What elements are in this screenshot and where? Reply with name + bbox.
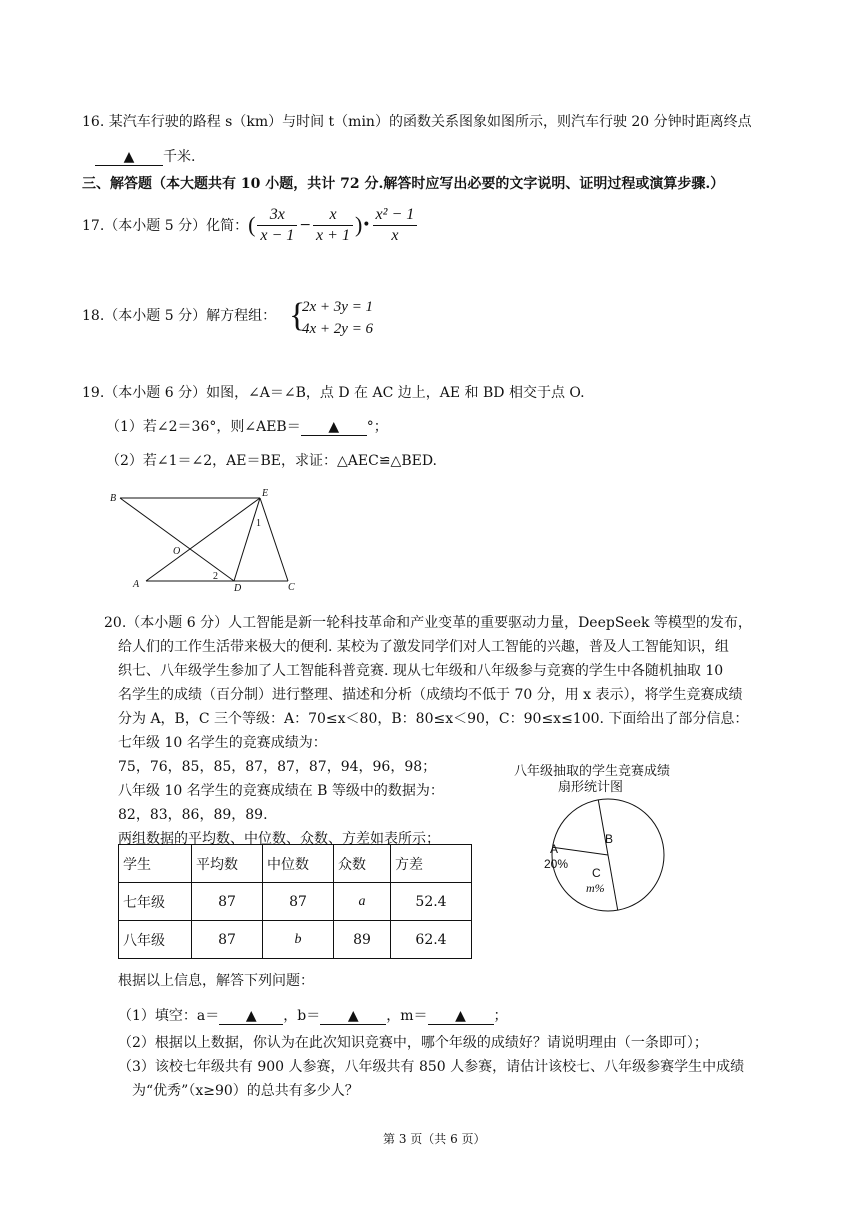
- table-cell: b: [263, 921, 334, 959]
- blank-a[interactable]: ▲: [219, 1009, 283, 1025]
- pie-value-A: 20%: [544, 857, 569, 871]
- q16-blank[interactable]: ▲: [95, 150, 163, 166]
- q17-fraction-1: [257, 206, 297, 245]
- minus-sign: −: [299, 217, 312, 233]
- section-heading: 三、解答题（本大题共有 10 小题，共计 72 分.解答时应写出必要的文字说明、证明过程或演算步骤.）: [82, 176, 725, 192]
- q18-eq2: 4x + 2y = 6: [302, 321, 374, 337]
- q17-fraction-3: [373, 206, 418, 245]
- pie-title-line2: 扇形统计图: [558, 780, 624, 795]
- sub1-end: ；: [493, 1008, 508, 1024]
- stats-table: [118, 844, 472, 959]
- q19-stem: 19.（本小题 6 分）如图，∠A＝∠B，点 D 在 AC 边上，AE 和 BD 相交于点 O.: [82, 385, 585, 401]
- table-header-cell: 方差: [391, 845, 472, 883]
- table-cell: 八年级: [119, 921, 192, 959]
- q18-prefix: 18.（本小题 5 分）解方程组：: [82, 308, 277, 324]
- table-row: [119, 921, 472, 959]
- q19-p1-suffix: °；: [366, 419, 388, 435]
- q17-fraction-2: [313, 206, 353, 245]
- table-cell: 52.4: [391, 883, 472, 921]
- q19-triangle-figure: [100, 484, 320, 596]
- grade8-title: 八年级 10 名学生的竞赛成绩在 B 等级中的数据为：: [118, 783, 444, 799]
- table-header-cell: 中位数: [263, 845, 334, 883]
- q16-answer-line: [95, 146, 195, 166]
- q19-p1-text: （1）若∠2＝36°，则∠AEB＝: [106, 419, 301, 435]
- q17: [82, 204, 419, 246]
- label-E: E: [262, 488, 269, 499]
- table-header-cell: 平均数: [192, 845, 263, 883]
- table-cell: 87: [192, 921, 263, 959]
- table-cell: 87: [192, 883, 263, 921]
- q20-line-3: 织七、八年级学生参加了人工智能科普竞赛. 现从七年级和八年级参与竞赛的学生中各随机抽取 10: [118, 663, 724, 679]
- frac1-den: x − 1: [260, 226, 295, 244]
- label-angle-2: 2: [213, 571, 218, 582]
- pie-label-A: A: [550, 842, 559, 856]
- table-cell: 62.4: [391, 921, 472, 959]
- q18-brace: {: [289, 297, 306, 334]
- q19-part2: （2）若∠1＝∠2，AE＝BE，求证：△AEC≌△BED.: [106, 453, 438, 469]
- dot-sign: •: [362, 217, 371, 233]
- grade8-scores: 82，83，86，89，89.: [118, 807, 268, 823]
- q18-eq1: 2x + 3y = 1: [302, 299, 374, 315]
- frac3-num: x² − 1: [373, 206, 418, 226]
- table-header-cell: 学生: [119, 845, 192, 883]
- blank-m[interactable]: ▲: [428, 1009, 494, 1025]
- q20-sub2: （2）根据以上数据，你认为在此次知识竞赛中，哪个年级的成绩好？请说明理由（一条即可）；: [118, 1035, 708, 1051]
- frac2-num: x: [313, 206, 353, 226]
- q20-line-4: 名学生的成绩（百分制）进行整理、描述和分析（成绩均不低于 70 分，用 x 表示），将学生竞赛成绩: [118, 687, 743, 703]
- q20-sub3-line2: 为“优秀”（x≥90）的总共有多少人？: [132, 1083, 359, 1099]
- pie-label-C: C: [592, 866, 601, 880]
- table-intro: 两组数据的平均数、中位数、众数、方差如表所示；: [118, 831, 440, 847]
- table-header-row: [119, 845, 472, 883]
- label-A: A: [133, 579, 140, 590]
- q16-unit: 千米.: [163, 149, 196, 165]
- page-footer: 第 3 页（共 6 页）: [383, 1132, 486, 1146]
- label-B: B: [110, 493, 117, 504]
- table-cell: 七年级: [119, 883, 192, 921]
- grade7-scores: 75，76，85，85，87，87，87，94，96，98；: [118, 759, 437, 775]
- frac2-den: x + 1: [316, 226, 350, 244]
- pie-boundary-B: [598, 800, 608, 855]
- grade7-title: 七年级 10 名学生的竞赛成绩为：: [118, 735, 327, 751]
- sub1-prefix: （1）填空：a＝: [118, 1008, 220, 1024]
- q20-line-2: 给人们的工作生活带来极大的便利. 某校为了激发同学们对人工智能的兴趣，普及人工智能知识，组: [118, 639, 729, 655]
- q16-text: 16. 某汽车行驶的路程 s（km）与时间 t（min）的函数关系图象如图所示，则汽车行驶 20 分钟时距离终点: [82, 114, 752, 130]
- label-O: O: [173, 546, 181, 557]
- table-row: [119, 883, 472, 921]
- segment-ED: [234, 498, 260, 581]
- blank-b[interactable]: ▲: [320, 1009, 386, 1025]
- table-cell: 87: [263, 883, 334, 921]
- pie-chart: [530, 795, 686, 915]
- table-header-cell: 众数: [334, 845, 391, 883]
- sub1-b-label: ，b＝: [283, 1008, 321, 1024]
- q19-part1: [106, 416, 388, 436]
- q20-sub1: [118, 1005, 508, 1025]
- after-table-text: 根据以上信息，解答下列问题：: [118, 973, 314, 989]
- label-C: C: [288, 582, 295, 593]
- q19-blank[interactable]: ▲: [301, 420, 367, 436]
- q20-sub3-line1: （3）该校七年级共有 900 人参赛，八年级共有 850 人参赛，请估计该校七、八年级参赛学生中成绩: [118, 1059, 745, 1075]
- q20-line-5: 分为 A，B，C 三个等级：A：70≤x＜80，B：80≤x＜90，C：90≤x≤100. 下面给出了部分信息：: [118, 711, 749, 727]
- frac3-den: x: [391, 226, 399, 244]
- pie-value-C: m%: [586, 881, 605, 895]
- label-D: D: [234, 583, 242, 594]
- segment-BD: [120, 498, 234, 581]
- pie-title-line1: 八年级抽取的学生竞赛成绩: [514, 764, 671, 779]
- label-angle-1: 1: [256, 518, 261, 529]
- sub1-m-label: ，m＝: [386, 1008, 428, 1024]
- segment-AE: [146, 498, 260, 581]
- segment-EC: [260, 498, 288, 581]
- open-paren: (: [248, 212, 256, 237]
- q17-prefix: 17.（本小题 5 分）化简：: [82, 218, 249, 234]
- table-cell: a: [334, 883, 391, 921]
- pie-boundary-A: [553, 847, 608, 855]
- pie-label-B: B: [605, 832, 614, 846]
- q20-line-1: 20.（本小题 6 分）人工智能是新一轮科技革命和产业变革的重要驱动力量，DeepSeek 等模型的发布，: [104, 615, 752, 631]
- frac1-num: 3x: [257, 206, 297, 226]
- table-cell: 89: [334, 921, 391, 959]
- close-paren: ): [354, 212, 363, 237]
- pie-boundary-C: [608, 855, 618, 910]
